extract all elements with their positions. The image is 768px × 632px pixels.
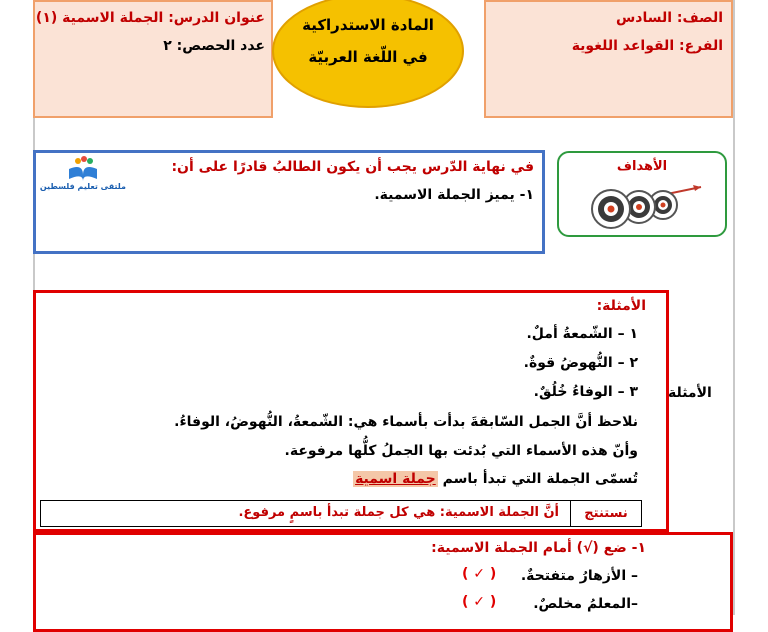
subject-title: المادة الاستدراكية bbox=[302, 16, 434, 34]
conclusion-row bbox=[40, 500, 642, 527]
goals-intro: في نهاية الدّرس يجب أن يكون الطالبُ قادرًا على أن: bbox=[171, 159, 534, 175]
target-icon bbox=[577, 179, 707, 231]
examples-heading: الأمثلة: bbox=[596, 298, 646, 314]
note-line-3 bbox=[353, 471, 638, 487]
subject-ellipse bbox=[272, 0, 464, 108]
note-line-2: وأنّ هذه الأسماء التي بُدئت بها الجملُ كلُّها مرفوعة. bbox=[284, 443, 638, 459]
examples-side-label: الأمثلة bbox=[668, 385, 712, 401]
book-logo-icon bbox=[66, 155, 100, 181]
note-line-3-prefix: تُسمّى الجملة التي تبدأ باسم bbox=[442, 471, 638, 487]
exercise-item-2: –المعلمُ مخلصٌ. bbox=[533, 596, 638, 612]
exercise-mark-1: ( ✓ ) bbox=[462, 566, 497, 582]
exercise-mark-2: ( ✓ ) bbox=[462, 594, 497, 610]
branch-label: الفرع: القواعد اللغوية bbox=[571, 38, 723, 54]
grade-label: الصف: السادس bbox=[615, 10, 723, 26]
site-logo bbox=[40, 155, 126, 199]
nominal-sentence-term: جملة اسمية bbox=[355, 471, 436, 487]
logo-text: ملتقى تعليم فلسطين bbox=[39, 182, 126, 191]
lesson-title: عنوان الدرس: الجملة الاسمية (١) bbox=[35, 10, 265, 26]
conclusion-label: نستنتج bbox=[570, 501, 641, 526]
exercise-item-1: – الأزهارُ متفتحةٌ. bbox=[520, 568, 638, 584]
example-line-3: ٣ – الوفاءُ خُلُقٌ. bbox=[533, 384, 638, 400]
example-line-2: ٢ – النُّهوضُ قوةٌ. bbox=[523, 355, 638, 371]
goals-badge-label: الأهداف bbox=[616, 159, 668, 174]
note-line-1: نلاحظ أنَّ الجمل السّابقةَ بدأت بأسماء هي: الشّمعةُ، النُّهوضُ، الوفاءُ. bbox=[174, 414, 638, 430]
periods-count: عدد الحصص: ٢ bbox=[163, 38, 265, 54]
header-left-box bbox=[33, 0, 273, 118]
example-line-1: ١ – الشّمعةُ أملٌ. bbox=[526, 326, 638, 342]
conclusion-text: أنَّ الجملة الاسمية: هي كل جملة تبدأ باسمٍ مرفوع. bbox=[238, 505, 559, 520]
goal-item-1: ١- يميز الجملة الاسمية. bbox=[374, 187, 534, 203]
header-right-box bbox=[484, 0, 733, 118]
page-right-rule bbox=[733, 0, 735, 615]
exercise-heading: ١- ضع (√) أمام الجملة الاسمية: bbox=[431, 540, 646, 556]
subject-subtitle: في اللّغة العربيّة bbox=[308, 48, 428, 66]
goals-box bbox=[33, 150, 545, 254]
goals-badge bbox=[557, 151, 727, 237]
